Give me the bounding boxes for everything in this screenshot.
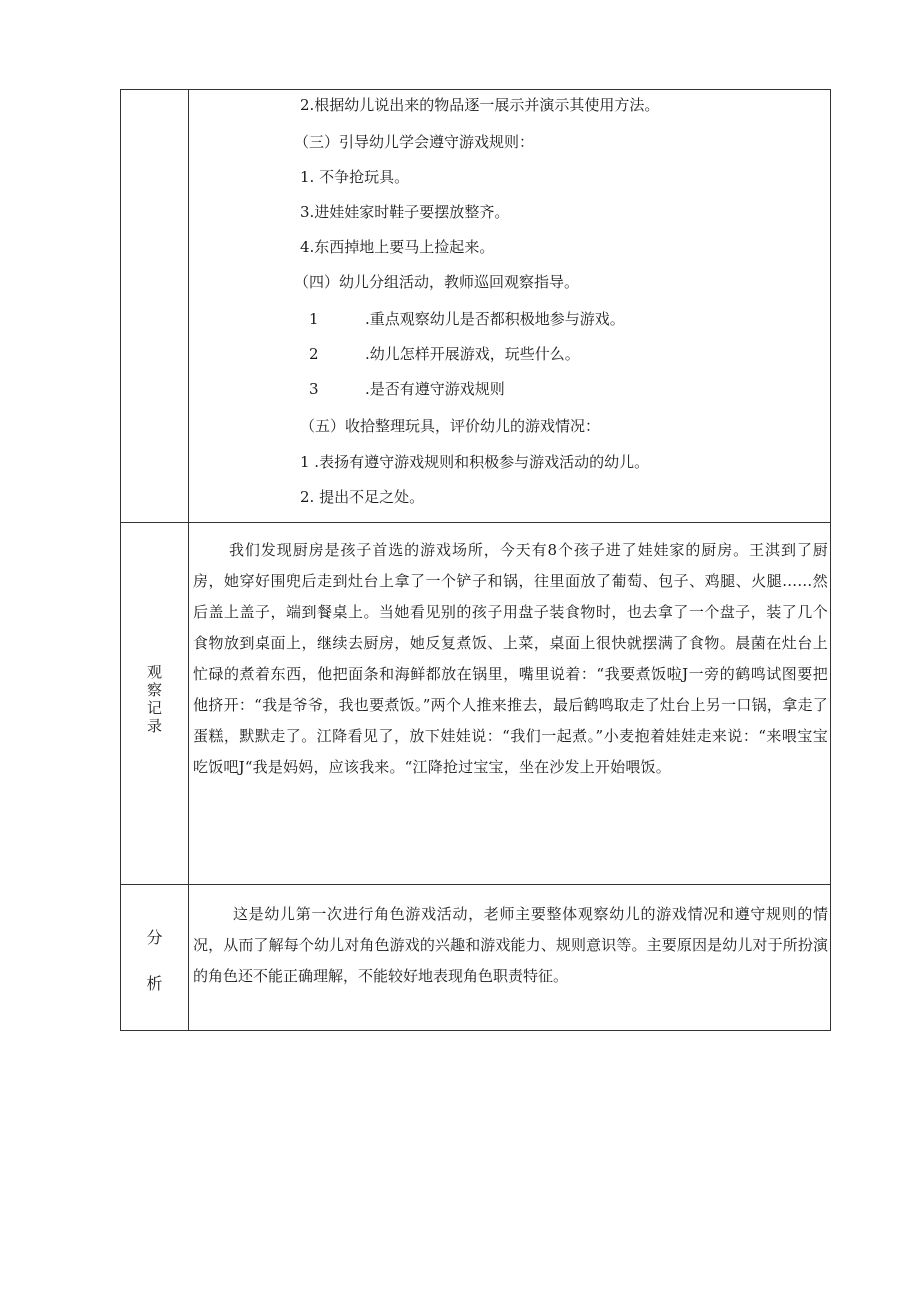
observation-label-char: 观 [146,663,162,681]
observation-content-cell [189,523,831,885]
analysis-row [121,885,831,1031]
plan-label-cell [121,90,189,523]
observation-label-char: 录 [146,717,162,735]
plan-line: 1 .表扬有遵守游戏规则和积极参与游戏活动的幼儿。 [300,453,650,471]
observe-point-text: .幼儿怎样开展游戏，玩些什么。 [365,345,580,363]
plan-line: 3.进娃娃家时鞋子要摆放整齐。 [300,203,510,221]
plan-line: （五）收拾整理玩具，评价幼儿的游戏情况： [300,417,601,435]
observe-point-text: .重点观察幼儿是否都积极地参与游戏。 [365,310,625,328]
observation-label-cell [121,523,189,885]
observe-point-number: 1 [309,310,319,328]
plan-line: 2. 提出不足之处。 [300,488,425,506]
plan-line: （三）引导幼儿学会遵守游戏规则： [294,133,535,151]
observation-row [121,523,831,885]
plan-content-cell [189,90,831,523]
analysis-label-char: 分 [146,928,163,947]
plan-line: 4.东西掉地上要马上捡起来。 [300,238,495,256]
analysis-content-cell [189,885,831,1031]
analysis-text: 这是幼儿第一次进行角色游戏活动，老师主要整体观察幼儿的游戏情况和遵守规则的情况，从而了解每个幼儿对角色游戏的兴趣和游戏能力、规则意识等。主要原因是幼儿对于所扮演的角色还不能正确理解，不能较好地表现角色职责特征。 [193,905,828,985]
observe-point-number: 2 [309,345,319,363]
plan-line: （四）幼儿分组活动，教师巡回观察指导。 [294,273,580,291]
analysis-label-cell [121,885,189,1031]
plan-line: 2.根据幼儿说出来的物品逐一展示并演示其使用方法。 [300,96,660,114]
plan-row [121,90,831,523]
observation-label-char: 记 [146,699,162,717]
observation-text: 我们发现厨房是孩子首选的游戏场所，今天有8个孩子进了娃娃家的厨房。王淇到了厨房，她穿好围兜后走到灶台上拿了一个铲子和锅，往里面放了葡萄、包子、鸡腿、火腿……然后盖上盖子，端到餐桌上。当她看见别的孩子用盘子装食物时，也去拿了一个盘子，装了几个食物放到桌面上，继续去厨房，她反复煮饭、上菜，桌面上很快就摆满了食物。晨菌在灶台上忙碌的煮着东西，他把面条和海鲜都放在锅里，嘴里说着：“我要煮饭啦J一旁的鹤鸣试图要把他挤开：“我是爷爷，我也要煮饭。”两个人推来推去，最后鹤鸣取走了灶台上另一口锅，拿走了蛋糕，默默走了。江降看见了，放下娃娃说：“我们一起煮。”小麦抱着娃娃走来说：“来喂宝宝吃饭吧J“我是妈妈，应该我来。“江降抢过宝宝，坐在沙发上开始喂饭。 [193,541,828,776]
observation-label-char: 察 [146,681,162,699]
plan-line: 1. 不争抢玩具。 [300,168,410,186]
observe-point-text: .是否有遵守游戏规则 [365,380,505,398]
analysis-label-char: 析 [146,974,163,993]
observe-point-number: 3 [309,380,319,398]
record-table [120,89,831,1031]
